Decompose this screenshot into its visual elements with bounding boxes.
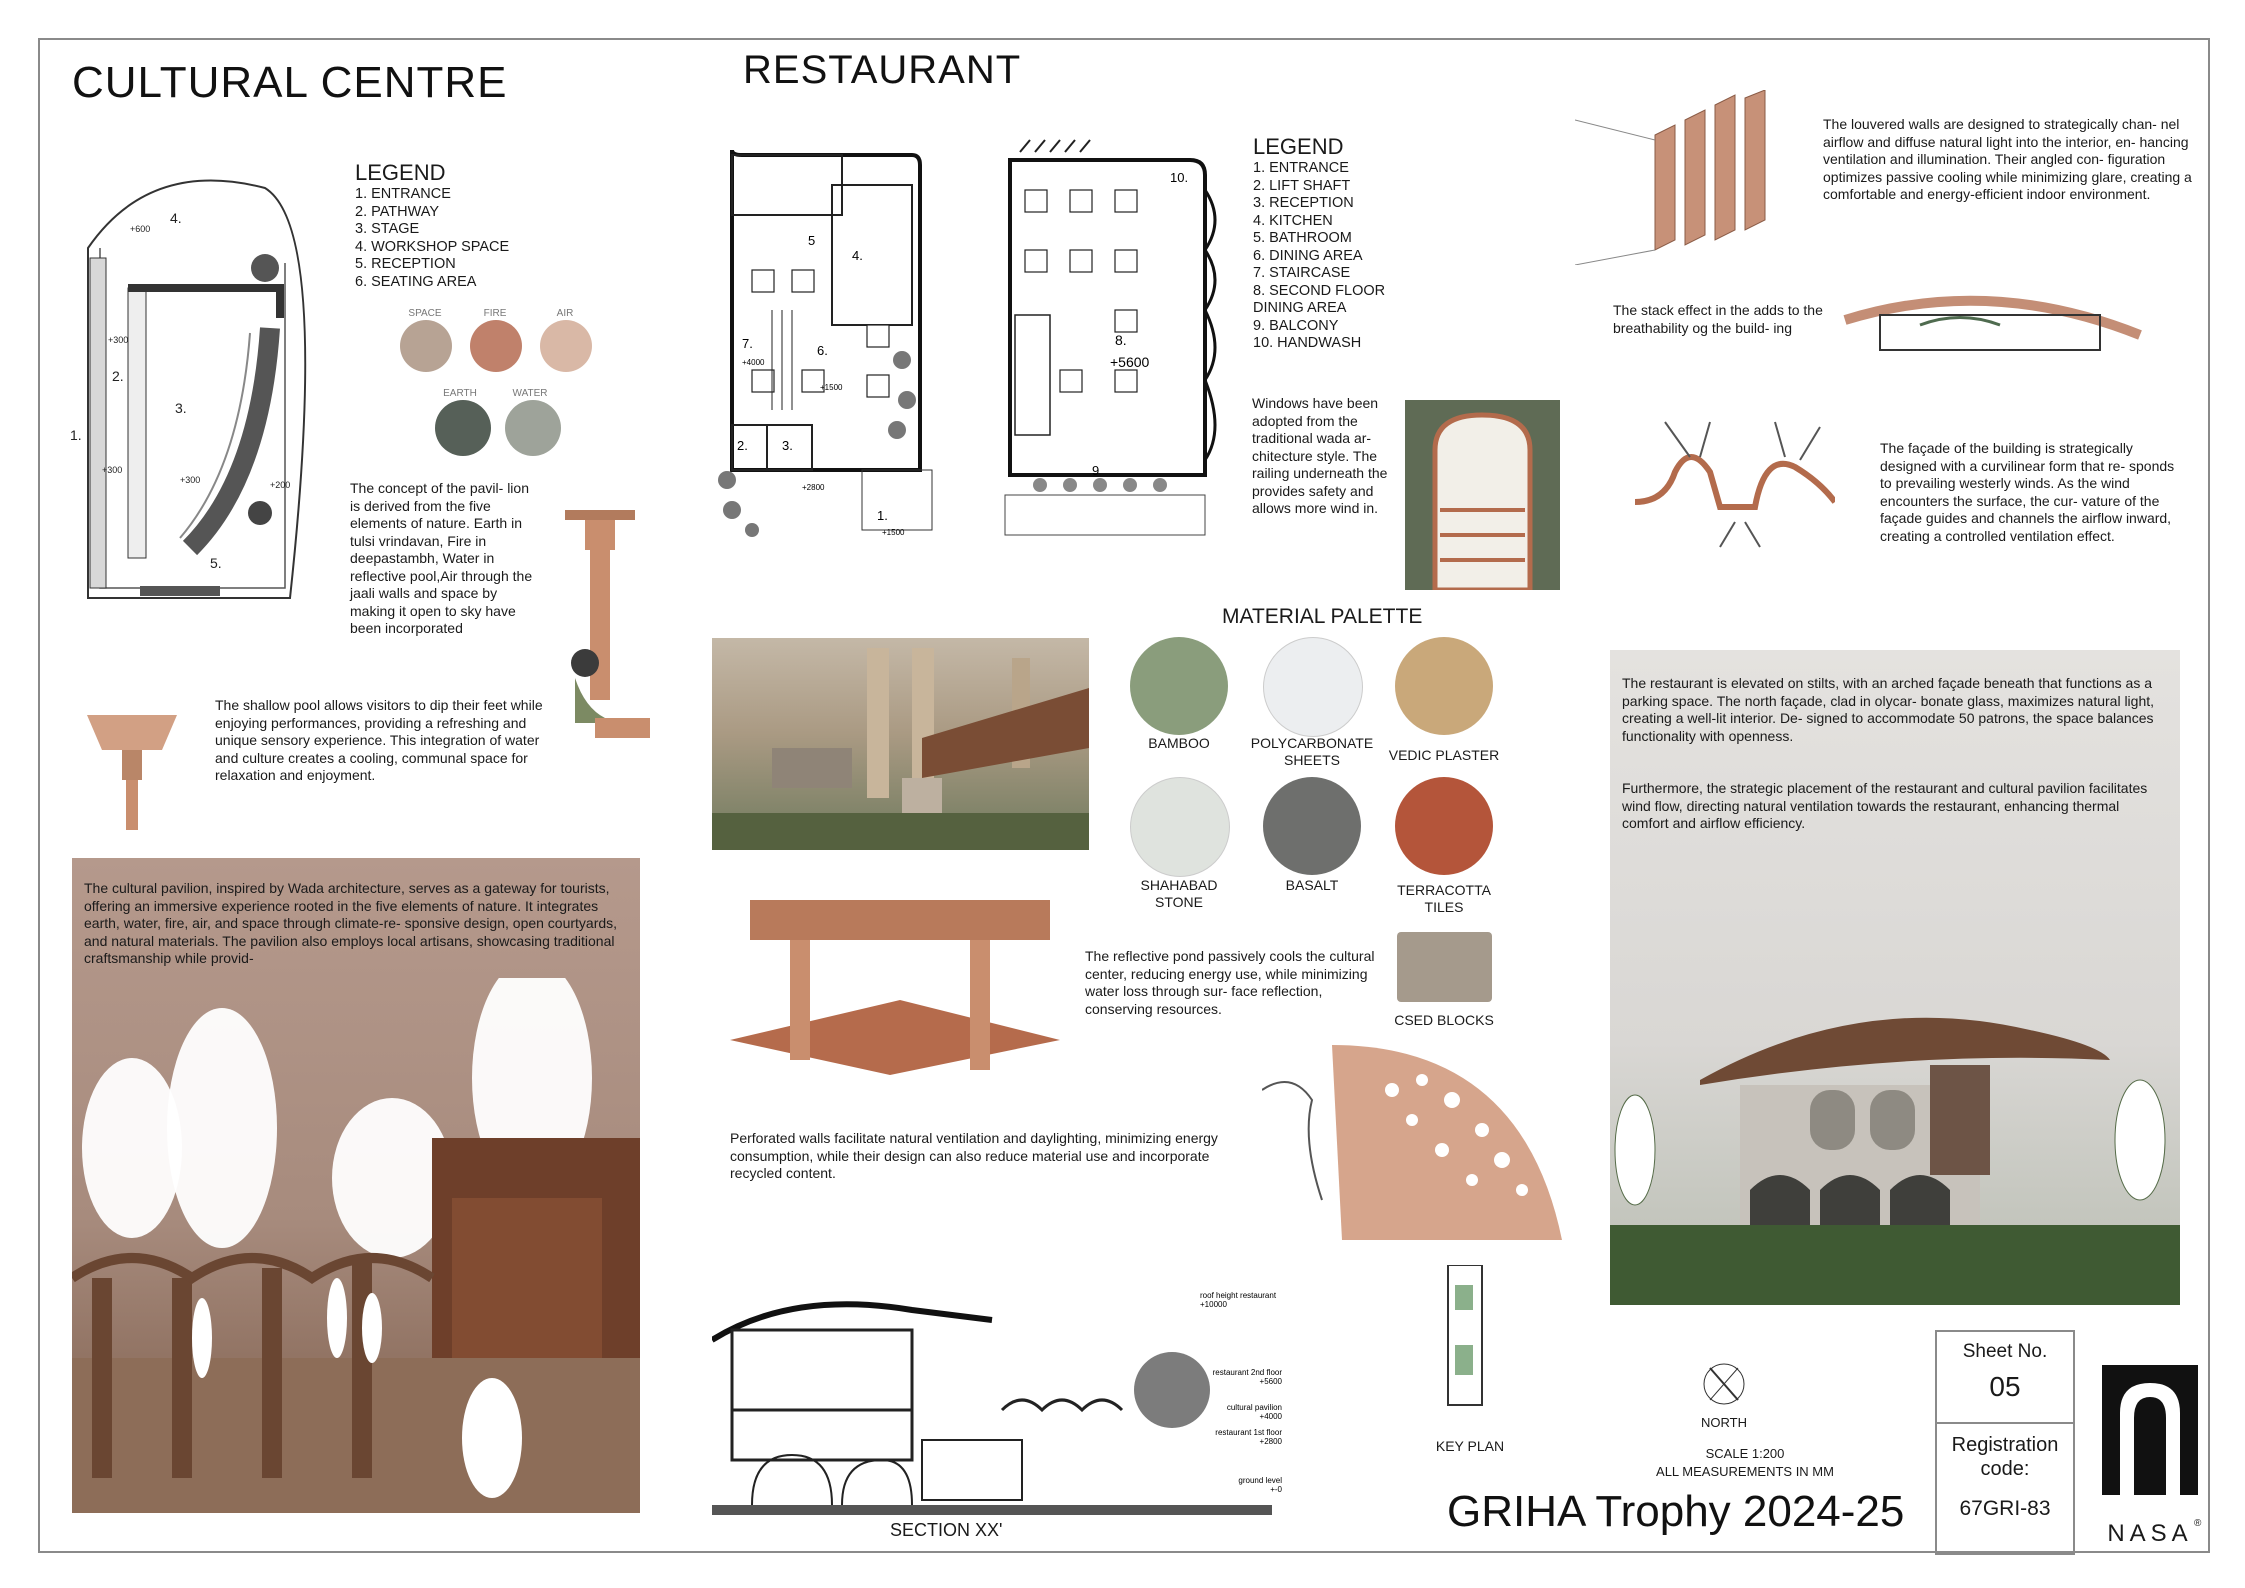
level-first-value: +2800 [1259,1437,1282,1446]
north-label: NORTH [1701,1415,1747,1430]
level-second-value: +5600 [1259,1377,1282,1386]
space-icon [400,320,452,372]
legend-cc-list [355,186,509,291]
cc-label-1: 1. [70,427,82,443]
restaurant-title: RESTAURANT [743,48,1022,92]
legend-cc-title: LEGEND [355,160,446,185]
measurement-label: ALL MEASUREMENTS IN MM [1656,1464,1834,1479]
legend-rest-list [1253,160,1385,353]
terracotta-swatch [1395,777,1493,875]
pavilion-text: The cultural pavilion, inspired by Wada architecture, serves as a gateway for tourists, offering an immersive experience rooted in the five elements of nature. It integrates earth, water, fire, air, and space through climate-re- sponsive design, open courtyards, and natural materials. The pavilion also employs local artisans, showcasing traditional craftsmanship while provid- [84,880,618,966]
cultural-centre-title: CULTURAL CENTRE [72,58,508,107]
reflective-pond-sketch [730,900,1070,1075]
material-label: POLYCARBONATE SHEETS [1250,735,1374,768]
perforated-text: Perforated walls facilitate natural ventilation and daylighting, minimizing energy consumption, while their design can also reduce material use and incorporate recycled content. [730,1130,1218,1181]
rg-label-1: 1. [877,508,888,523]
element-label-fire: FIRE [483,308,507,319]
nasa-text: NASA [2107,1520,2193,1547]
earth-icon [435,400,491,456]
pillar-illustration [555,508,655,748]
legend-item: 10. HANDWASH [1253,335,1362,351]
legend-item: 5. BATHROOM [1253,230,1352,246]
restaurant-scene [1610,970,2180,1305]
cultural-centre-plan [60,168,350,648]
cc-label-4: 4. [170,210,182,226]
section-xx-drawing [712,1290,1302,1515]
legend-item: 6. DINING AREA [1253,247,1363,264]
legend-item: 3. RECEPTION [1253,195,1354,211]
rg-level-1: +4000 [742,358,765,367]
legend-item: 1. ENTRANCE [355,186,451,202]
key-plan-label: KEY PLAN [1435,1438,1505,1454]
cc-level-3: +300 [180,475,201,485]
rf-label-9: 9 [1092,463,1100,478]
rg-label-4: 4. [852,248,863,263]
restaurant-first-plan [990,130,1240,590]
legend-item: 6. SEATING AREA [355,273,477,290]
stack-effect-diagram [1840,280,2160,360]
stack-text: The stack effect in the adds to the breathability og the build- ing [1613,302,1823,336]
water-icon [505,400,561,456]
level-roof-value: +10000 [1200,1300,1227,1309]
rf-label-10: 10. [1170,170,1189,185]
level-ground: ground level [1238,1476,1282,1485]
fire-icon [470,320,522,372]
wada-window-illustration [1405,400,1560,590]
concept-text: The concept of the pavil- lion is derived from the five elements of nature. Earth in tulsi vrindavan, Fire in deepastambh, Water in reflective pool,Air through the jaali walls and space by making it open to sky have been incorporated [350,480,533,636]
rg-label-3: 3. [782,438,793,453]
material-label: BASALT [1285,877,1339,893]
cc-level-5: +200 [270,480,291,490]
material-label: BAMBOO [1148,735,1210,751]
element-label-water: WATER [512,388,548,399]
basalt-swatch [1263,777,1361,875]
windows-text: Windows have been adopted from the traditional wada ar- chitecture style. The railing underneath the provides safety and allows more wind in. [1252,395,1388,516]
north-arrow-icon [1700,1360,1748,1408]
pool-text: The shallow pool allows visitors to dip their feet while enjoying performances, providing a refreshing and unique sensory experience. This integration of water and culture creates a cooling, communal space for relaxation and enjoyment. [215,697,543,783]
rg-label-5: 5 [808,233,816,248]
rf-label-8: 8. [1115,332,1127,348]
legend-cc [355,160,509,291]
cc-label-2: 2. [112,368,124,384]
rg-label-2: 2. [737,438,748,453]
bamboo-swatch [1130,637,1228,735]
key-plan-drawing [1440,1265,1490,1410]
material-label: CSED BLOCKS [1394,1012,1494,1028]
level-first: restaurant 1st floor [1215,1428,1282,1437]
air-icon [540,320,592,372]
nasa-logo-icon [2100,1363,2200,1528]
legend-item: 8. SECOND FLOOR [1253,282,1386,299]
perforated-wall-sketch [1262,1040,1572,1240]
legend-item: 2. PATHWAY [355,203,440,220]
material-palette-title: MATERIAL PALETTE [1222,605,1423,628]
registration-label: Registration code: [1951,1434,2059,1480]
legend-item: 2. LIFT SHAFT [1253,177,1351,194]
rg-level-4: +1500 [882,528,905,537]
rg-label-7: 7. [742,336,753,351]
element-label-air: AIR [556,308,574,319]
legend-restaurant [1253,134,1385,353]
five-elements [395,305,605,460]
pavilion-scene [72,978,640,1513]
pavilion-courtyard-render [712,638,1089,850]
rg-level-2: +1500 [820,383,843,392]
griha-trophy-title: GRIHA Trophy 2024-25 [1447,1487,1905,1536]
courtyard-scene [712,638,1089,850]
cc-level-2: +300 [108,335,129,345]
legend-item: 4. WORKSHOP SPACE [355,238,510,255]
polycarbonate-swatch [1263,637,1363,737]
sheet-number: 05 [1989,1371,2021,1402]
deepastambh-illustration [82,705,182,835]
title-block-divider [1935,1422,2075,1424]
reflective-text: The reflective pond passively cools the cultural center, reducing energy use, while minimizing water loss through sur- face reflection, conserving resources. [1085,948,1375,1017]
registered-mark: ® [2194,1518,2202,1529]
legend-item: 7. STAIRCASE [1253,265,1351,281]
cc-label-3: 3. [175,400,187,416]
facade-wind-diagram [1635,412,1835,552]
section-title: SECTION XX' [890,1520,1003,1540]
restaurant-ground-plan [712,130,952,550]
scale-label: SCALE 1:200 [1705,1446,1785,1461]
csed-block-swatch [1397,932,1492,1002]
element-label-earth: EARTH [443,388,477,399]
element-label-space: SPACE [408,308,442,319]
level-ground-value: +-0 [1270,1485,1282,1494]
legend-item: 4. KITCHEN [1253,212,1333,229]
facade-text: The façade of the building is strategically designed with a curvilinear form that re- sponds to prevailing westerly winds. As the wind encounters the surface, the cur- vature of the façade guides and channels the airflow inward, creating a controlled ventilation effect. [1880,440,2175,544]
louver-text: The louvered walls are designed to strategically chan- nel airflow and diffuse natural light into the interior, en- hancing ventilation and illumination. Their angled con- figuration optimizes passive cooling while minimizing glare, creating a comfortable and energy-efficient indoor environment. [1823,116,2192,202]
shahabad-stone-swatch [1130,777,1230,877]
legend-item: 5. RECEPTION [355,256,456,272]
legend-item: DINING AREA [1253,300,1347,316]
restaurant-render [1610,650,2180,1305]
rg-label-6: 6. [817,343,828,358]
rf-level: +5600 [1110,354,1150,370]
legend-item: 3. STAGE [355,221,420,237]
level-second: restaurant 2nd floor [1212,1368,1282,1377]
level-pavilion-value: +4000 [1259,1412,1282,1421]
restaurant-text: The restaurant is elevated on stilts, with an arched façade beneath that functions as a parking space. The north façade, clad in olycar- bonate glass, maximizes natural light, creating a well-lit interior. De- signed to accommodate 50 patrons, the space balances functionality with openness. [1622,675,2155,744]
level-roof: roof height restaurant [1200,1291,1277,1300]
rg-level-3: +2800 [802,483,825,492]
legend-item: 9. BALCONY [1253,317,1339,334]
registration-code: 67GRI-83 [1959,1497,2051,1520]
pavilion-render [72,858,640,1513]
level-pavilion: cultural pavilion [1226,1403,1282,1412]
cc-level-1: +600 [130,224,151,234]
cc-level-4: +300 [102,465,123,475]
material-label: TERRACOTTA TILES [1397,882,1491,915]
sheet-label: Sheet No. [1962,1341,2048,1362]
legend-item: 1. ENTRANCE [1253,160,1349,176]
material-label: VEDIC PLASTER [1388,747,1500,763]
cc-label-5: 5. [210,555,222,571]
louvered-wall-illustration [1575,90,1775,265]
vedic-plaster-swatch [1395,637,1493,735]
material-label: SHAHABAD STONE [1140,877,1218,910]
legend-rest-title: LEGEND [1253,134,1344,159]
restaurant-text-2: Furthermore, the strategic placement of the restaurant and cultural pavilion facilitates wind flow, directing natural ventilation towards the restaurant, enhancing thermal comfort and airflow efficiency. [1622,780,2148,831]
